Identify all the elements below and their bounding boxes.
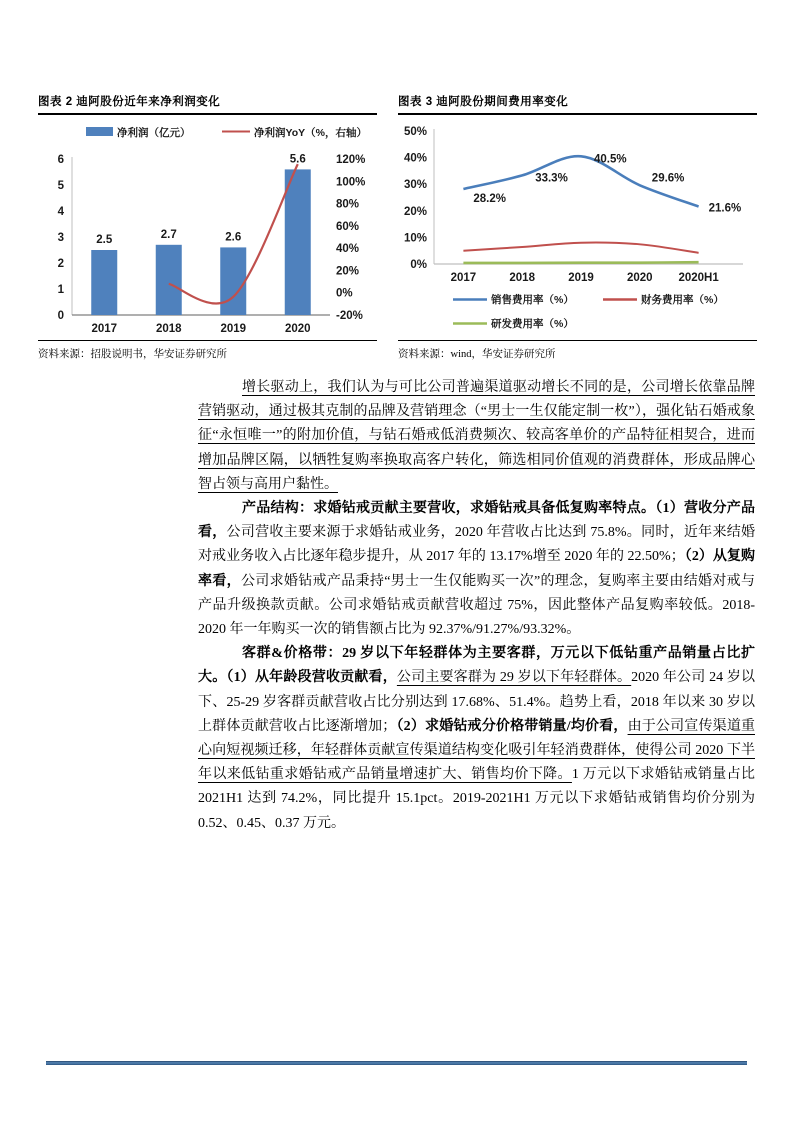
chart-text: 80% — [336, 198, 360, 211]
chart-text: 3 — [57, 232, 64, 244]
text-run: （2）从复购率看， — [198, 549, 756, 589]
chart-text: 29.6% — [651, 172, 685, 185]
chart-text: 净利润（亿元） — [117, 127, 191, 139]
chart-text: 2.5 — [96, 234, 113, 246]
chart-text: 2.7 — [160, 228, 177, 241]
chart-text: 1 — [57, 284, 64, 296]
figure-2-title: 图表 2 迪阿股份近年来净利润变化 — [38, 93, 377, 115]
body-text — [198, 376, 755, 836]
chart-text: 销售费用率（%） — [491, 294, 574, 306]
expense-ratio-chart — [398, 117, 757, 340]
bar-2020 — [285, 169, 311, 315]
chart-text: 100% — [336, 176, 366, 189]
chart-text: -20% — [336, 310, 363, 322]
chart-text: 33.3% — [535, 172, 568, 185]
chart-text: 0 — [57, 310, 64, 322]
series-line-2 — [463, 262, 698, 263]
chart-text: 40% — [336, 243, 360, 256]
chart-text: 财务费用率（%） — [641, 294, 724, 306]
figure-3 — [398, 93, 757, 361]
text-run: （2）求婚钻戒分价格带销量/均价看， — [396, 718, 628, 734]
figure-3-title: 图表 3 迪阿股份期间费用率变化 — [398, 93, 757, 115]
chart-text: 4 — [57, 206, 64, 218]
chart-text: 研发费用率（%） — [491, 318, 574, 330]
figure-3-source: 资料来源：wind，华安证券研究所 — [398, 340, 757, 361]
chart-text: 5 — [57, 180, 64, 192]
chart-text: 20% — [336, 265, 360, 278]
text-run: 由于公司宣传渠道重心向短视频迁移，年轻群体贡献宣传渠道结构变化吸引年轻消费群体，使得公司 2020 下半年以来低钻重求婚钻戒产品销量增速扩大、销售均价下降。 — [198, 718, 755, 783]
text-run: 客群&价格带：29 岁以下年轻群体为主要客群，万元以下低钻重产品销量占比扩大。（1）从年龄段营收贡献看， — [198, 646, 755, 686]
footer-rule — [46, 1061, 747, 1065]
chart-text: 60% — [336, 220, 360, 233]
chart-text: 2018 — [509, 272, 535, 284]
bar-2019 — [220, 247, 246, 315]
series-line-1 — [463, 243, 698, 253]
figure-2 — [38, 93, 377, 361]
chart-text: 2019 — [220, 323, 247, 335]
fig2-legend — [86, 126, 367, 139]
net-profit-chart — [38, 117, 377, 340]
chart-text: 50% — [403, 126, 427, 138]
text-run: 增长驱动上，我们认为与可比公司普遍渠道驱动增长不同的是，公司增长依靠品牌营销驱动，通过极其克制的品牌及营销理念（“男士一生仅能定制一枚”），强化钻石婚戒象征“永恒唯一”的附加价值，与钻石婚戒低消费频次、较高客单价的产品特征相契合，进而增加品牌区隔，以牺牲复购率换取高客户转化，筛选相同价值观的消费群体，形成品牌心智占领与高用户黏性。 — [198, 380, 755, 492]
chart-text: 0% — [410, 259, 427, 271]
chart-text: 2020 — [627, 272, 653, 284]
chart-text: 120% — [336, 154, 366, 166]
chart-text: 40% — [403, 152, 427, 165]
chart-text: 20% — [403, 205, 427, 218]
chart-text: 21.6% — [708, 202, 742, 215]
chart-text: 2.6 — [225, 231, 242, 244]
net-profit-bars — [91, 153, 311, 335]
text-run: 产品结构：求婚钻戒贡献主要营收，求婚钻戒具备低复购率特点。（1）营收分产品看， — [198, 501, 755, 541]
chart-text: 0% — [336, 287, 353, 300]
body-paragraph-1 — [198, 376, 755, 497]
body-paragraph-3 — [198, 642, 755, 836]
text-run: 1 万元以下求婚钻戒销量占比 2021H1 达到 74.2%，同比提升 15.1pct。2019-2021H1 万元以下求婚钻戒销售均价分别为 0.52、0.45、0.37 万元。 — [198, 767, 756, 831]
chart-text: 2020H1 — [678, 272, 719, 284]
text-run: 公司营收主要来源于求婚钻戒业务，2020 年营收占比达到 75.8%。同时，近年来结婚对戒业务收入占比逐年稳步提升，从 2017 年的 13.17%增至 2020 年的 22.50%； — [198, 525, 755, 565]
chart-text: 2017 — [450, 272, 477, 284]
chart-text: 40.5% — [594, 153, 627, 166]
chart-text: 10% — [403, 232, 427, 245]
bar-2017 — [91, 250, 117, 315]
chart-text: 2 — [57, 258, 64, 270]
body-paragraph-2 — [198, 497, 755, 642]
chart-text: 5.6 — [289, 153, 306, 166]
figure-2-source: 资料来源：招股说明书，华安证券研究所 — [38, 340, 377, 361]
text-run: 公司求婚钻戒产品秉持“男士一生仅能购买一次”的理念，复购率主要由结婚对戒与产品升级换款贡献。公司求婚钻戒贡献营收超过 75%，因此整体产品复购率较低。2018-2020 年一年购买一次的销售额占比为 92.37%/91.27%/93.32%。 — [198, 573, 755, 638]
chart-text: 净利润YoY（%，右轴） — [254, 127, 367, 139]
chart-text: 2017 — [91, 323, 118, 335]
chart-text: 2020 — [284, 323, 311, 335]
text-run: 公司主要客群为 29 岁以下年轻群体。 — [396, 670, 632, 686]
chart-text: 30% — [403, 179, 427, 192]
fig3-legend — [453, 293, 724, 330]
net-profit-legend-swatch — [86, 127, 113, 136]
chart-text: 6 — [57, 154, 64, 166]
chart-text: 2019 — [568, 272, 594, 284]
bar-2018 — [156, 245, 182, 315]
chart-text: 28.2% — [473, 192, 507, 205]
chart-text: 2018 — [155, 323, 182, 335]
text-run: 2020 年公司 24 岁以下、25-29 岁客群贡献营收占比分别达到 17.68%、51.4%。趋势上看，2018 年以来 30 岁以上群体贡献营收占比逐渐增加； — [198, 670, 756, 734]
